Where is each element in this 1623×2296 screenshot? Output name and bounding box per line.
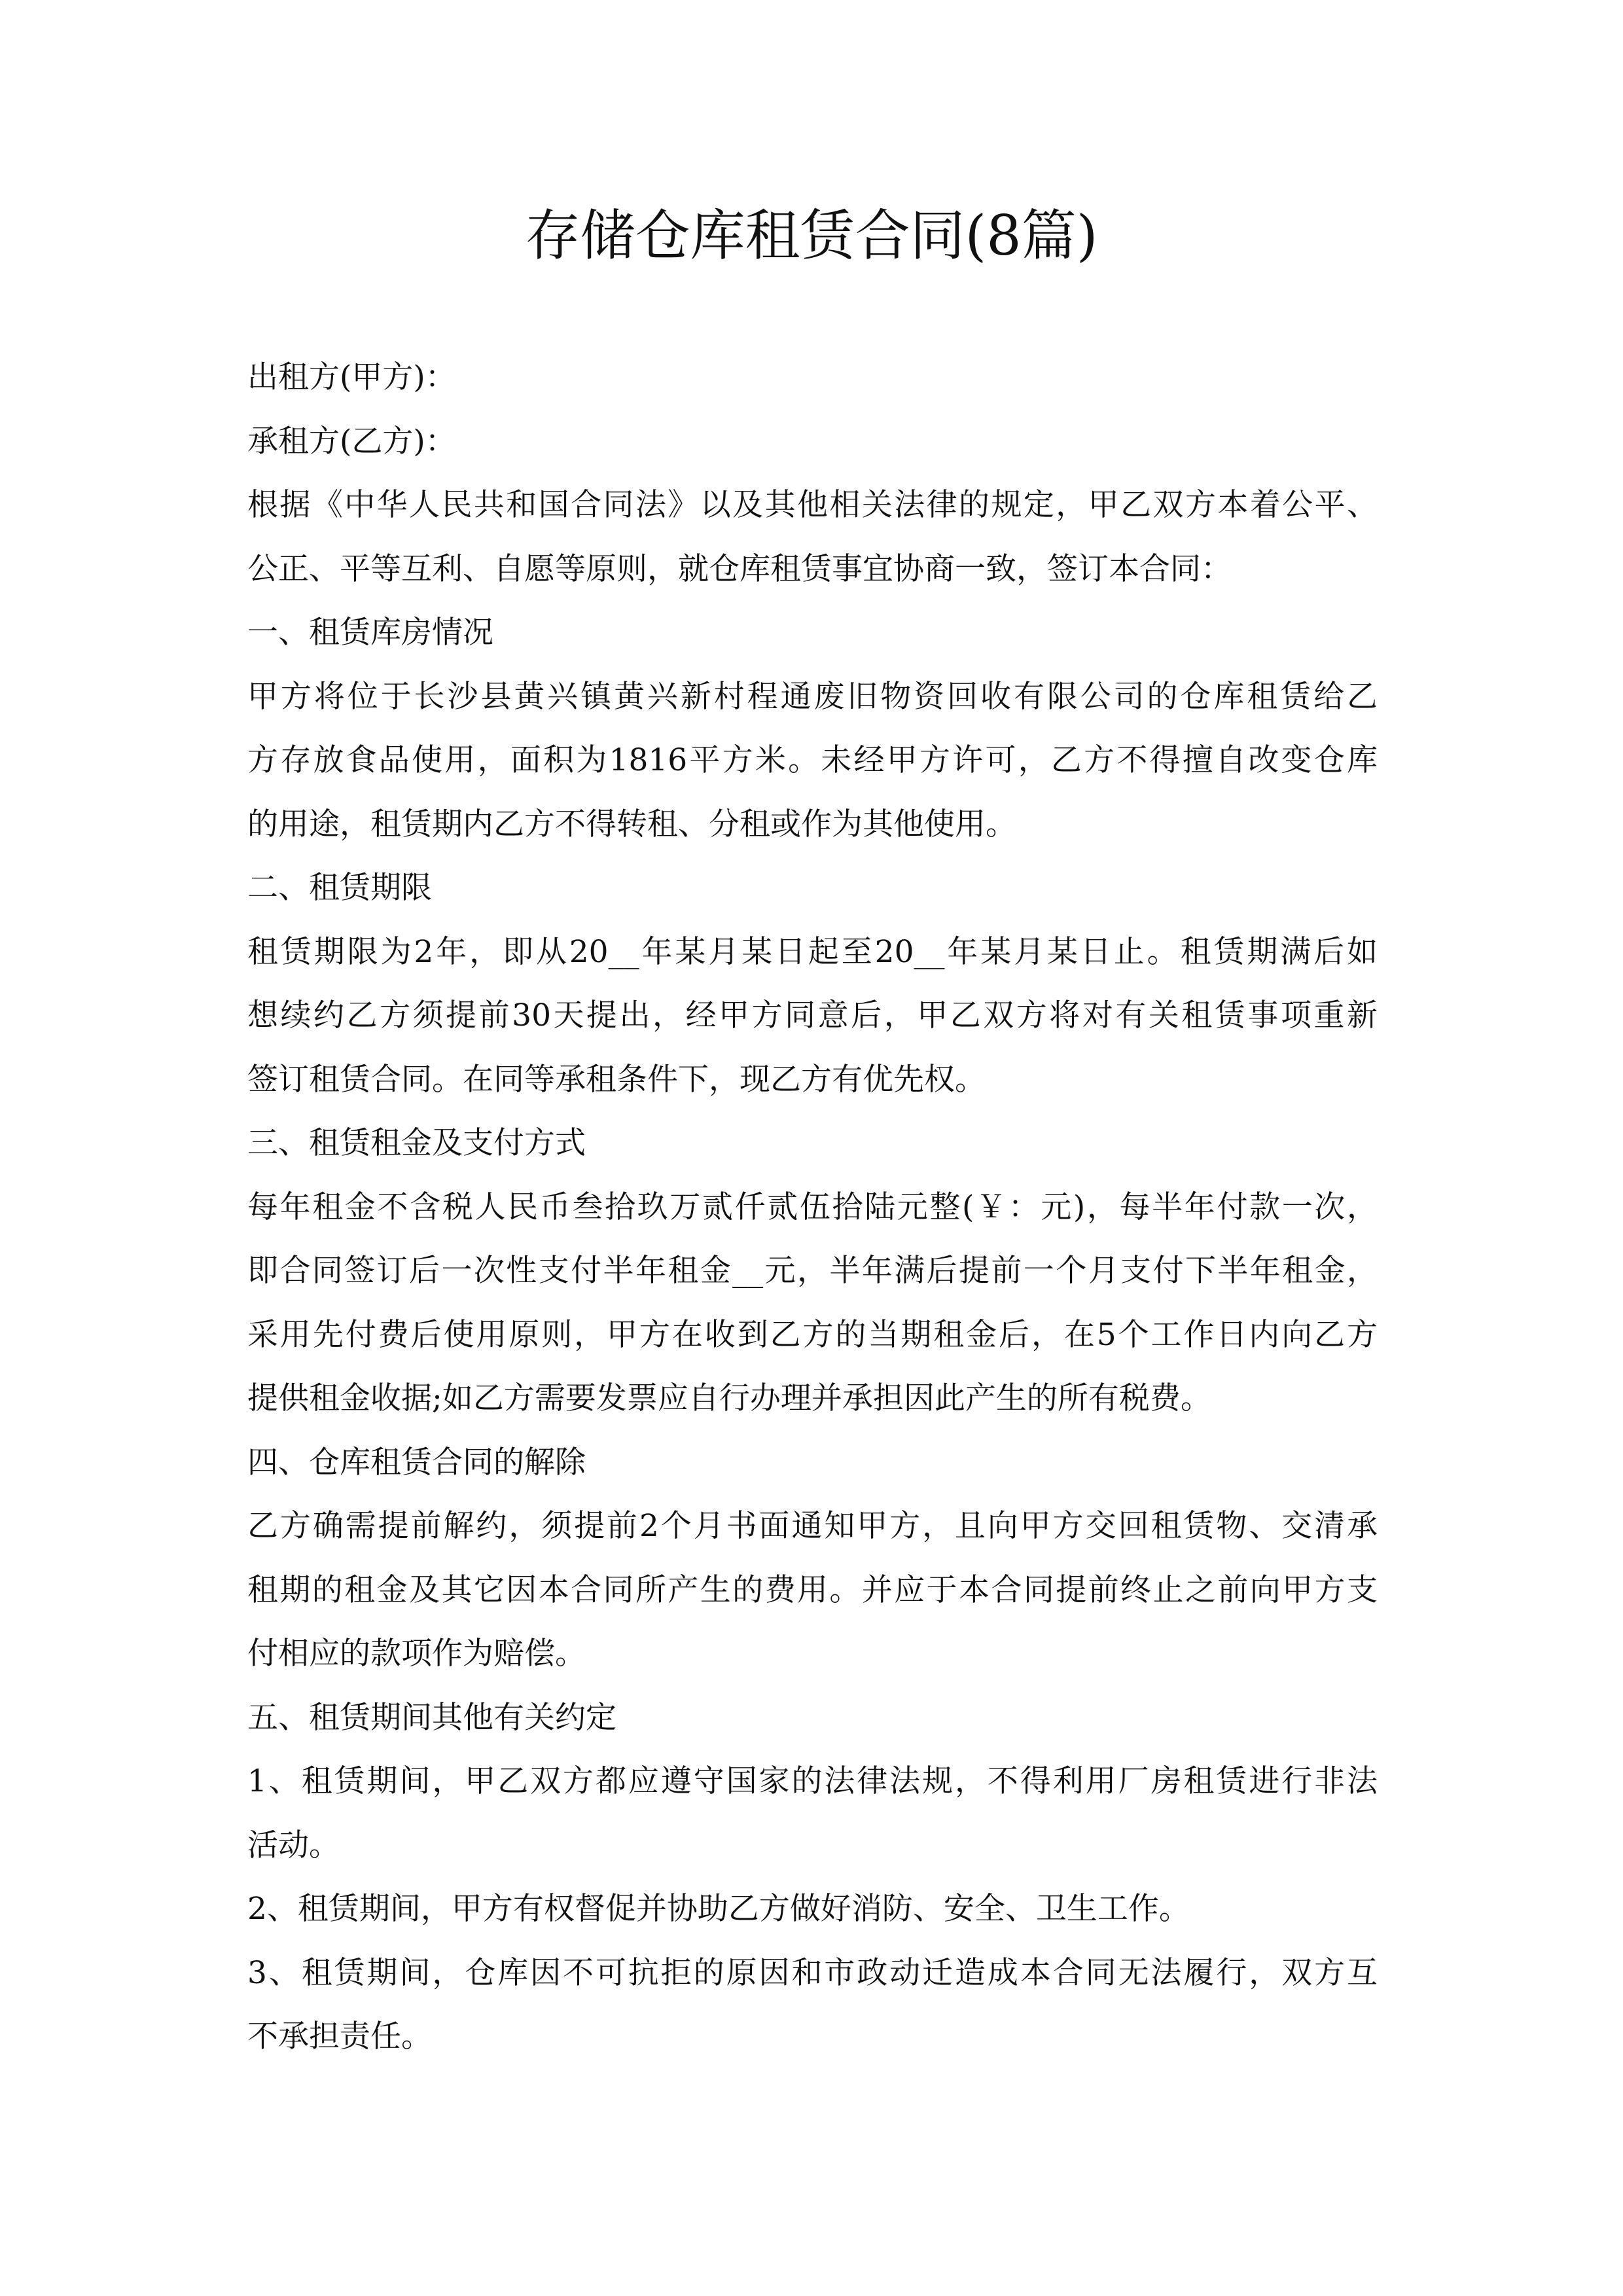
text-line: 四、仓库租赁合同的解除	[247, 1444, 586, 1480]
text-line: 方存放食品使用，面积为1816平方米。未经甲方许可，乙方不得擅自改变仓库	[247, 742, 1378, 778]
text-line: 承租方(乙方)：	[247, 423, 456, 459]
text-line: 的用途，租赁期内乙方不得转租、分租或作为其他使用。	[247, 806, 1016, 842]
text-line: 签订租赁合同。在同等承租条件下，现乙方有优先权。	[247, 1061, 986, 1098]
text-line: 每年租金不含税人民币叁拾玖万贰仟贰伍拾陆元整(￥：元)，每半年付款一次，	[247, 1189, 1378, 1225]
document-body	[247, 346, 1378, 2069]
text-line: 不承担责任。	[247, 2018, 432, 2054]
text-line: 租期的租金及其它因本合同所产生的费用。并应于本合同提前终止之前向甲方支	[247, 1571, 1378, 1608]
text-line: 2、租赁期间，甲方有权督促并协助乙方做好消防、安全、卫生工作。	[247, 1891, 1190, 1927]
text-line: 根据《中华人民共和国合同法》以及其他相关法律的规定，甲乙双方本着公平、	[247, 487, 1378, 523]
text-line: 即合同签订后一次性支付半年租金__元，半年满后提前一个月支付下半年租金，	[247, 1253, 1378, 1289]
text-line: 乙方确需提前解约，须提前2个月书面通知甲方，且向甲方交回租赁物、交清承	[247, 1508, 1378, 1544]
text-line: 甲方将位于长沙县黄兴镇黄兴新村程通废旧物资回收有限公司的仓库租赁给乙	[247, 678, 1378, 715]
text-line: 活动。	[247, 1827, 340, 1863]
text-line: 五、租赁期间其他有关约定	[247, 1699, 616, 1736]
text-line: 1、租赁期间，甲乙双方都应遵守国家的法律法规，不得利用厂房租赁进行非法	[247, 1763, 1378, 1799]
text-line: 租赁期限为2年，即从20__年某月某日起至20__年某月某日止。租赁期满后如	[247, 933, 1378, 970]
text-line: 想续约乙方须提前30天提出，经甲方同意后，甲乙双方将对有关租赁事项重新	[247, 997, 1378, 1033]
text-line: 3、租赁期间，仓库因不可抗拒的原因和市政动迁造成本合同无法履行，双方互	[247, 1954, 1378, 1991]
text-line: 采用先付费后使用原则，甲方在收到乙方的当期租金后，在5个工作日内向乙方	[247, 1316, 1378, 1353]
text-line: 付相应的款项作为赔偿。	[247, 1636, 586, 1672]
text-line: 三、租赁租金及支付方式	[247, 1125, 586, 1161]
document-title: 存储仓库租赁合同(8篇)	[525, 204, 1098, 268]
text-line: 二、租赁期限	[247, 870, 432, 906]
text-line: 提供租金收据;如乙方需要发票应自行办理并承担因此产生的所有税费。	[247, 1380, 1211, 1416]
text-line: 一、租赁库房情况	[247, 615, 493, 651]
text-line: 出租方(甲方)：	[247, 359, 456, 395]
text-line: 公正、平等互利、自愿等原则，就仓库租赁事宜协商一致，签订本合同：	[247, 550, 1232, 587]
